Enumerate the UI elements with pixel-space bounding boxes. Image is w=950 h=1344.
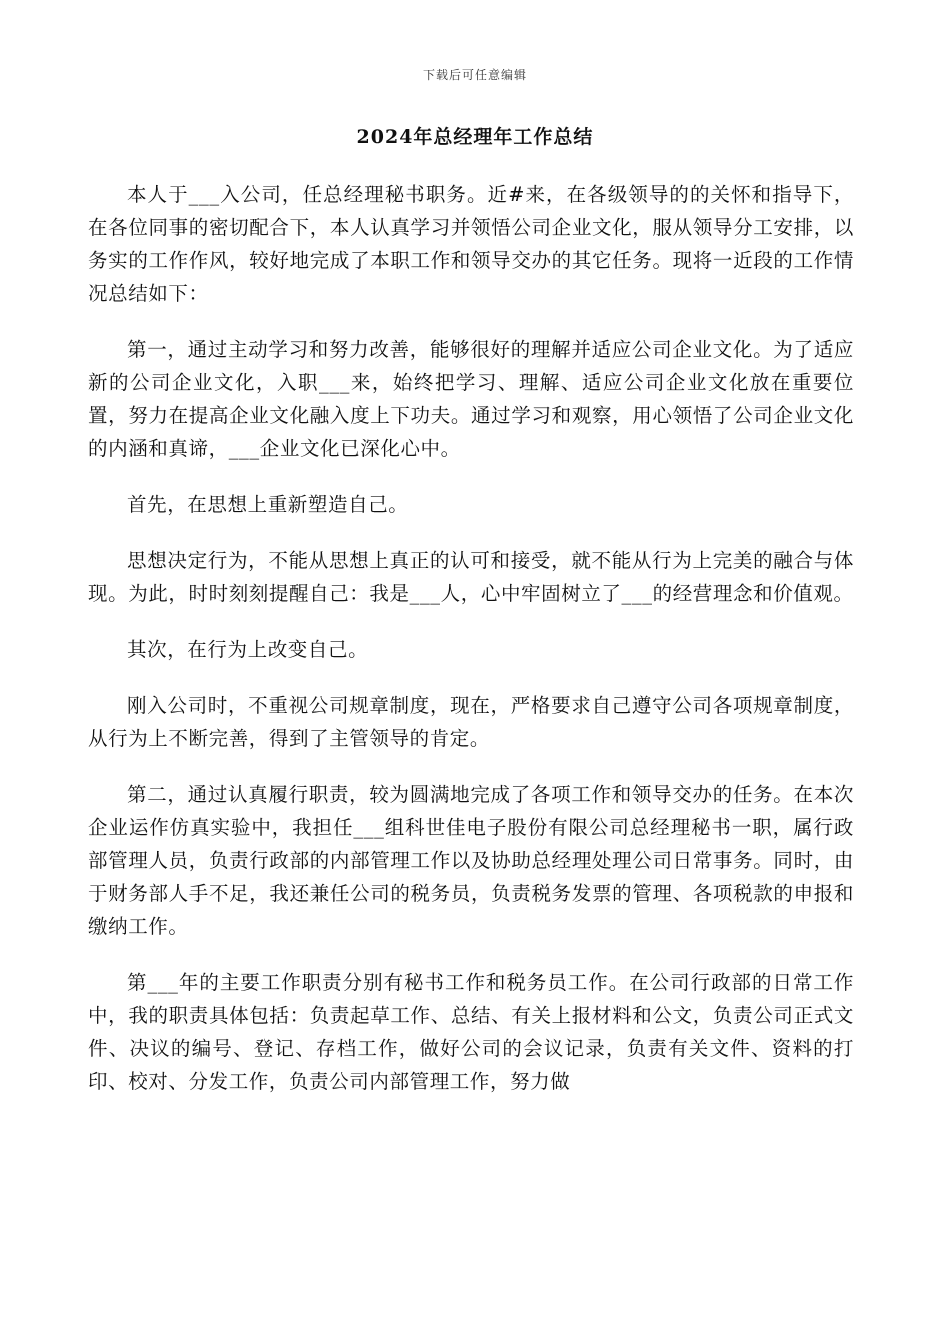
paragraph-duties: 第___年的主要工作职责分别有秘书工作和税务员工作。在公司行政部的日常工作中，我的职责具体包括：负责起草工作、总结、有关上报材料和公文，负责公司正式文件、决议的编号、登记、存档工作，做好公司的会议记录，负责有关文件、资料的打印、校对、分发工作，负责公司内部管理工作，努力做 <box>88 971 854 1093</box>
paragraph-firstly: 首先，在思想上重新塑造自己。 <box>127 493 409 516</box>
paragraph-behavior: 刚入公司时，不重视公司规章制度，现在，严格要求自己遵守公司各项规章制度，从行为上不断完善，得到了主管领导的肯定。 <box>88 694 854 750</box>
paragraph-first-point: 第一，通过主动学习和努力改善，能够很好的理解并适应公司企业文化。为了适应新的公司企业文化，入职___来，始终把学习、理解、适应公司企业文化放在重要位置，努力在提高企业文化融入度上下功夫。通过学习和观察，用心领悟了公司企业文化的内涵和真谛，___企业文化已深化心中。 <box>88 338 854 460</box>
document-title: 2024年总经理年工作总结 <box>356 126 594 148</box>
header-note: 下载后可任意编辑 <box>422 68 527 82</box>
paragraph-thought: 思想决定行为，不能从思想上真正的认可和接受，就不能从行为上完美的融合与体现。为此，时时刻刻提醒自己：我是___人，心中牢固树立了___的经营理念和价值观。 <box>88 549 854 605</box>
paragraph-intro: 本人于___入公司，任总经理秘书职务。近#来，在各级领导的的关怀和指导下，在各位同事的密切配合下，本人认真学习并领悟公司企业文化，服从领导分工安排，以务实的工作作风，较好地完成了本职工作和领导交办的其它任务。现将一近段的工作情况总结如下： <box>88 183 854 305</box>
paragraph-second-point: 第二，通过认真履行职责，较为圆满地完成了各项工作和领导交办的任务。在本次企业运作仿真实验中，我担任___组科世佳电子股份有限公司总经理秘书一职，属行政部管理人员，负责行政部的内部管理工作以及协助总经理处理公司日常事务。同时，由于财务部人手不足，我还兼任公司的税务员，负责税务发票的管理、各项税款的申报和缴纳工作。 <box>88 783 854 938</box>
document-body <box>88 178 854 1121</box>
paragraph-secondly: 其次，在行为上改变自己。 <box>127 638 369 661</box>
